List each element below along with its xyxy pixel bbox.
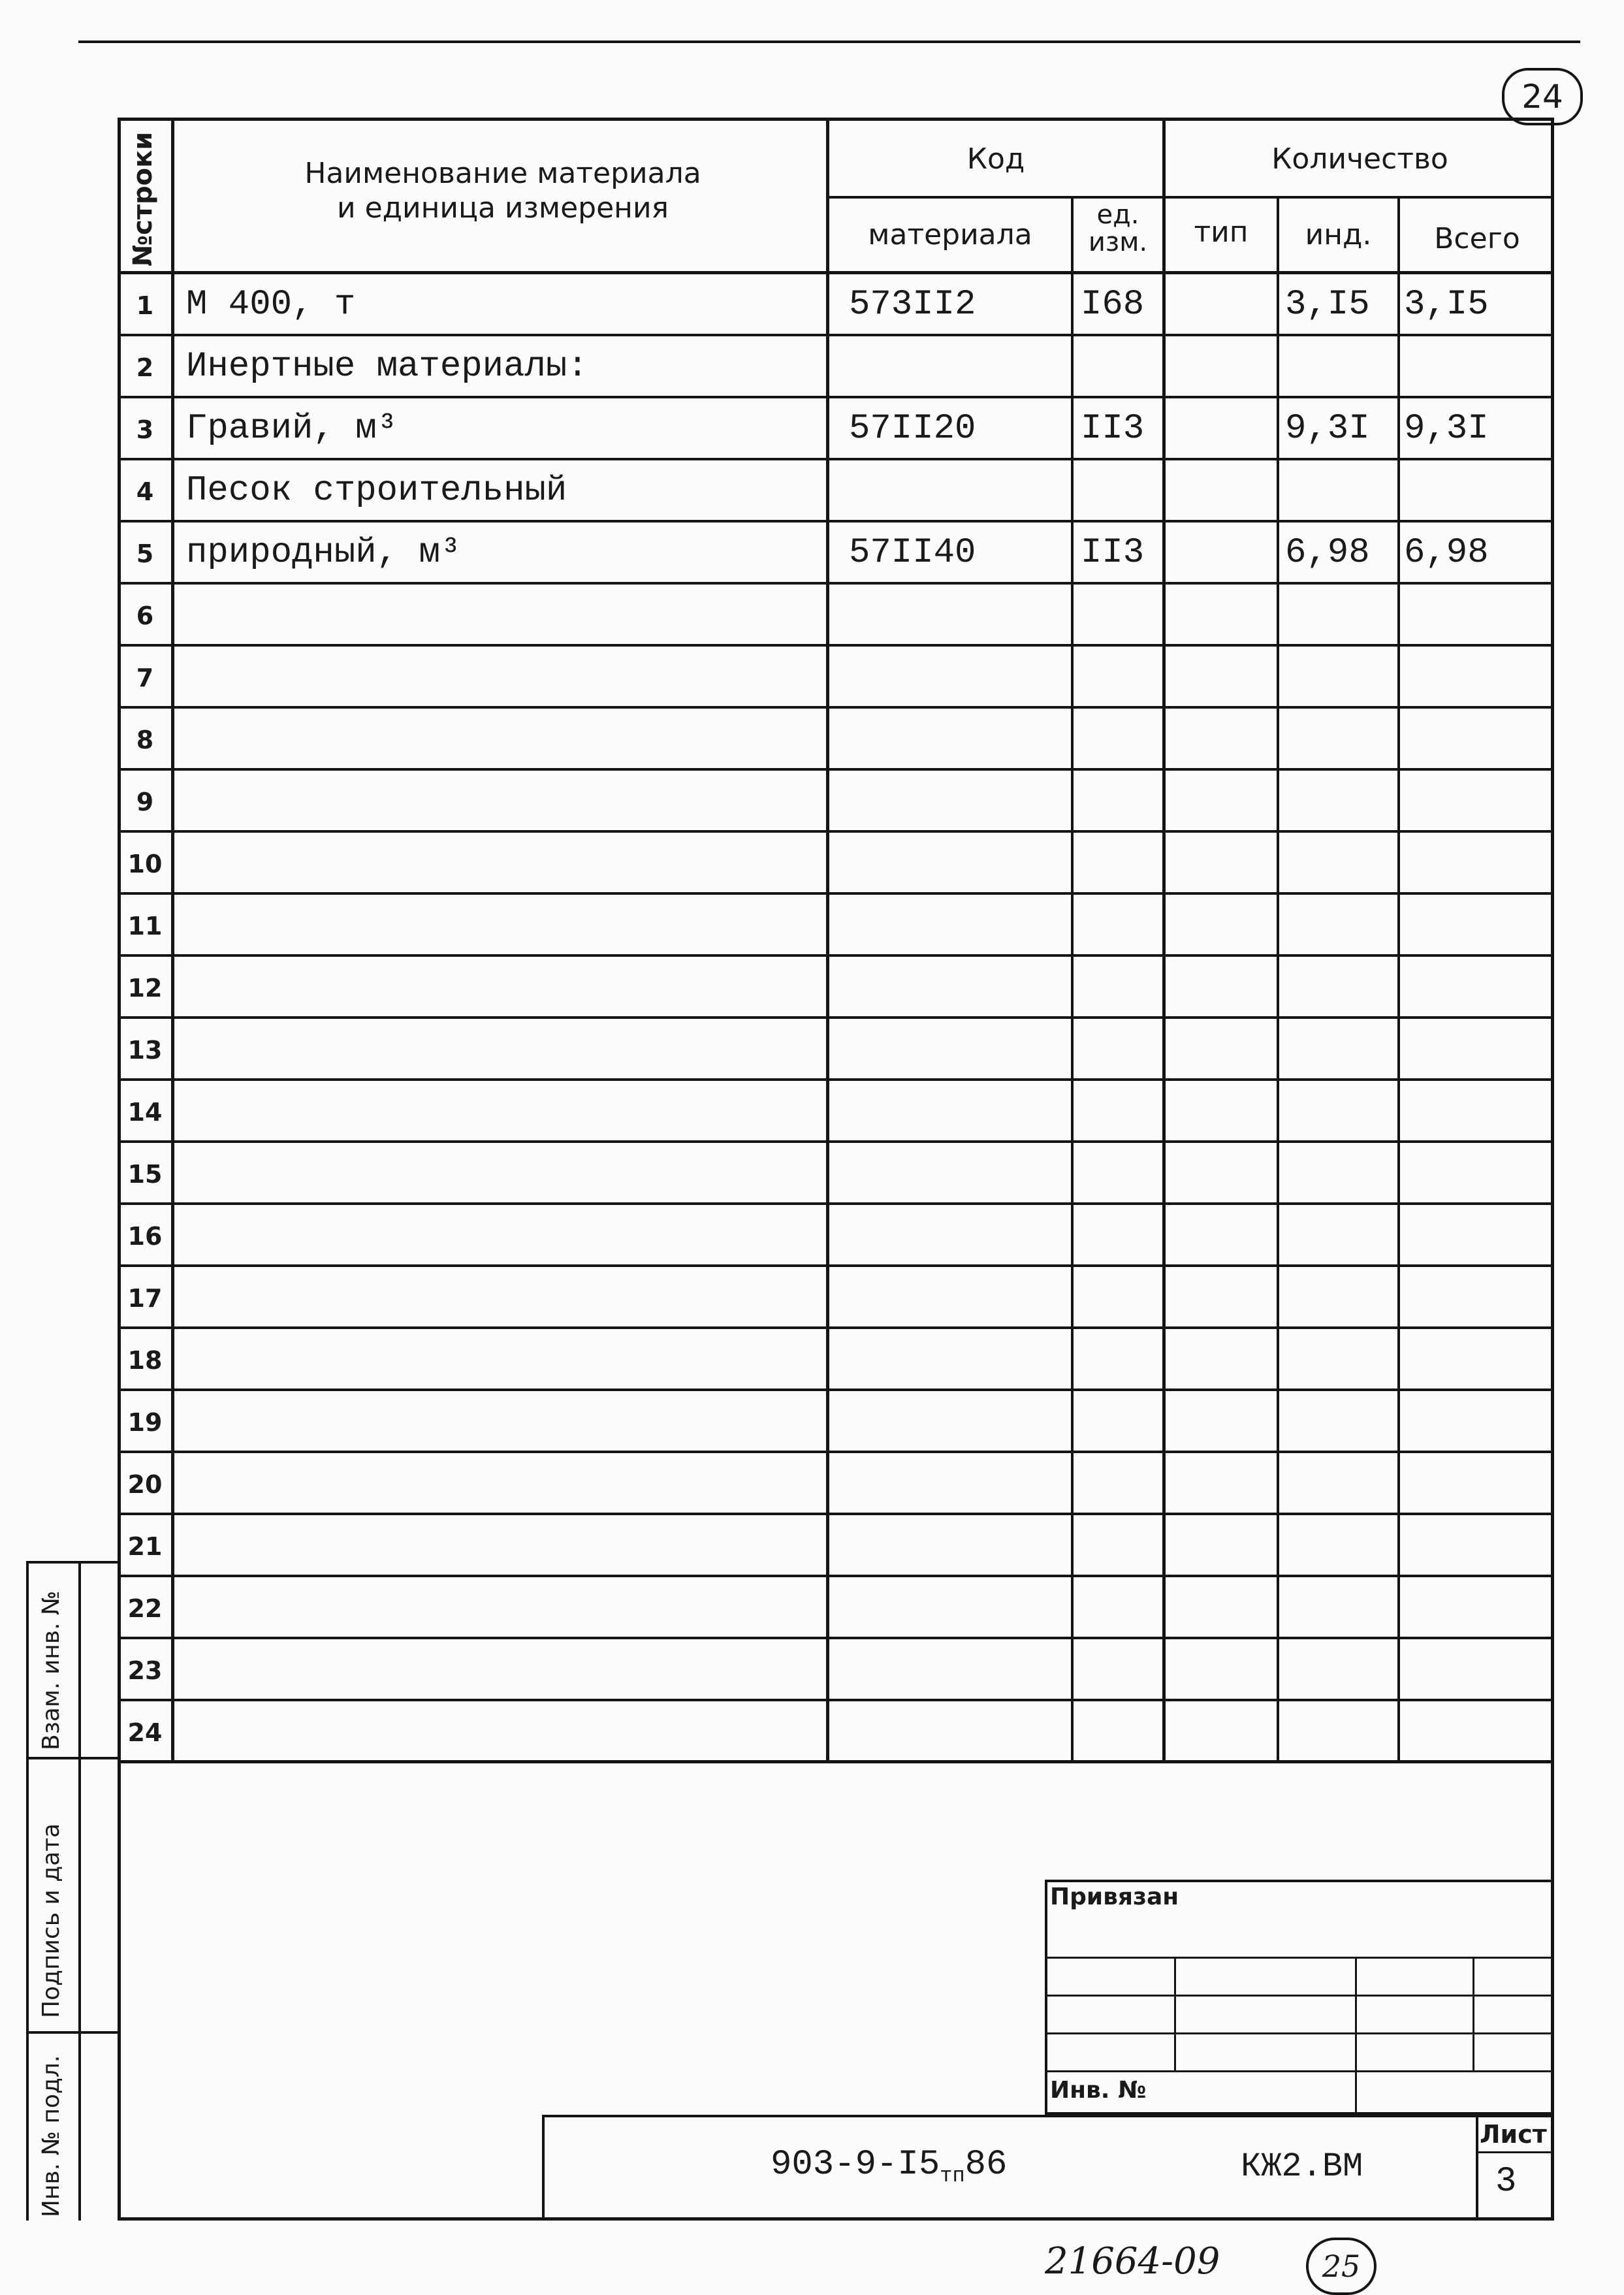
row-code: 57II40 <box>849 533 976 573</box>
row-name: Инертные материалы: <box>186 347 588 387</box>
row-number: 2 <box>136 353 154 382</box>
row-divider <box>118 706 1554 709</box>
row-number: 18 <box>127 1346 163 1375</box>
row-number: 16 <box>127 1222 163 1251</box>
row-unit: II3 <box>1081 533 1145 573</box>
inv-no-label: Инв. № <box>1050 2077 1147 2104</box>
row-number: 11 <box>127 912 163 940</box>
row-unit: I68 <box>1081 285 1145 325</box>
row-divider <box>118 1326 1554 1329</box>
row-number: 7 <box>136 664 154 692</box>
row-number: 8 <box>136 726 154 754</box>
row-number: 24 <box>127 1718 163 1747</box>
doc-mark: КЖ2.ВМ <box>1241 2147 1363 2186</box>
row-ind: 3,I5 <box>1285 285 1370 325</box>
row-divider <box>118 1140 1554 1143</box>
row-code: 57II20 <box>849 409 976 449</box>
row-number: 20 <box>127 1470 163 1499</box>
code-header: Код <box>966 142 1025 176</box>
row-number: 4 <box>136 477 154 506</box>
total-header: Всего <box>1434 222 1520 255</box>
row-divider <box>118 458 1554 460</box>
row-code: 573II2 <box>849 285 976 325</box>
row-number: 19 <box>127 1408 163 1437</box>
row-divider <box>118 396 1554 398</box>
unit-header-line2: изм. <box>1088 227 1148 257</box>
archive-number: 21664-09 <box>1045 2240 1220 2283</box>
row-divider <box>118 830 1554 833</box>
row-number: 12 <box>127 974 163 1003</box>
name-header <box>196 157 810 226</box>
row-number: 22 <box>127 1594 163 1623</box>
row-divider <box>118 768 1554 771</box>
row-number: 6 <box>136 602 154 630</box>
footer-circle <box>1306 2238 1377 2295</box>
row-divider <box>118 334 1554 336</box>
row-divider <box>118 1202 1554 1205</box>
unit-header-line1: ед. <box>1096 200 1139 230</box>
row-divider <box>118 1016 1554 1019</box>
doc-code-year: 86 <box>964 2145 1008 2185</box>
ind-header: инд. <box>1305 218 1372 251</box>
row-name: природный, м³ <box>186 533 462 573</box>
sheet-number: 3 <box>1495 2162 1517 2202</box>
footer-circled-number: 25 <box>1322 2249 1361 2284</box>
sheet-label: Лист <box>1480 2120 1547 2149</box>
row-number: 9 <box>136 788 154 816</box>
row-number: 15 <box>127 1160 163 1189</box>
inv-podl-label: Инв. № подл. <box>38 2055 65 2217</box>
row-number: 10 <box>127 850 163 878</box>
row-name: Песок строительный <box>186 471 567 511</box>
podpis-label: Подпись и дата <box>38 1823 65 2018</box>
row-number: 1 <box>136 291 154 320</box>
row-divider <box>118 644 1554 647</box>
row-divider <box>118 520 1554 522</box>
row-name: Гравий, м³ <box>186 409 398 449</box>
row-ind: 9,3I <box>1285 409 1370 449</box>
row-total: 6,98 <box>1404 533 1489 573</box>
title-block <box>542 2115 1554 2221</box>
top-border <box>78 40 1580 43</box>
row-number: 14 <box>127 1098 163 1127</box>
row-number: 13 <box>127 1036 163 1065</box>
privyazan-label: Привязан <box>1050 1884 1179 1910</box>
row-divider <box>118 1637 1554 1639</box>
row-number: 17 <box>127 1284 163 1313</box>
row-total: 3,I5 <box>1404 285 1489 325</box>
row-total: 9,3I <box>1404 409 1489 449</box>
row-number: 21 <box>127 1532 163 1561</box>
quantity-header: Количество <box>1271 142 1448 176</box>
row-name: М 400, т <box>186 285 356 325</box>
type-header: тип <box>1194 216 1249 249</box>
name-header-line2: и единица измерения <box>336 191 669 225</box>
row-divider <box>118 1078 1554 1081</box>
material-header: материала <box>868 218 1032 251</box>
vzam-label: Взам. инв. № <box>38 1590 65 1750</box>
row-unit: II3 <box>1081 409 1145 449</box>
name-header-line1: Наименование материала <box>304 157 701 190</box>
row-no-header: №строки <box>128 131 158 266</box>
row-divider <box>118 1264 1554 1267</box>
row-divider <box>118 1388 1554 1391</box>
row-divider <box>118 1513 1554 1515</box>
row-divider <box>118 582 1554 585</box>
doc-code <box>771 2145 1007 2188</box>
page-number: 24 <box>1521 78 1563 116</box>
row-number: 3 <box>136 415 154 444</box>
row-divider <box>118 1575 1554 1577</box>
row-ind: 6,98 <box>1285 533 1370 573</box>
unit-header <box>1074 201 1162 256</box>
doc-code-sub: тп <box>940 2163 965 2188</box>
page-number-circle <box>1502 68 1583 125</box>
doc-code-main: 903-9-I5 <box>771 2145 940 2185</box>
row-number: 5 <box>136 539 154 568</box>
row-divider <box>118 954 1554 957</box>
row-divider <box>118 892 1554 895</box>
row-divider <box>118 1451 1554 1453</box>
row-divider <box>118 1699 1554 1701</box>
row-number: 23 <box>127 1656 163 1685</box>
